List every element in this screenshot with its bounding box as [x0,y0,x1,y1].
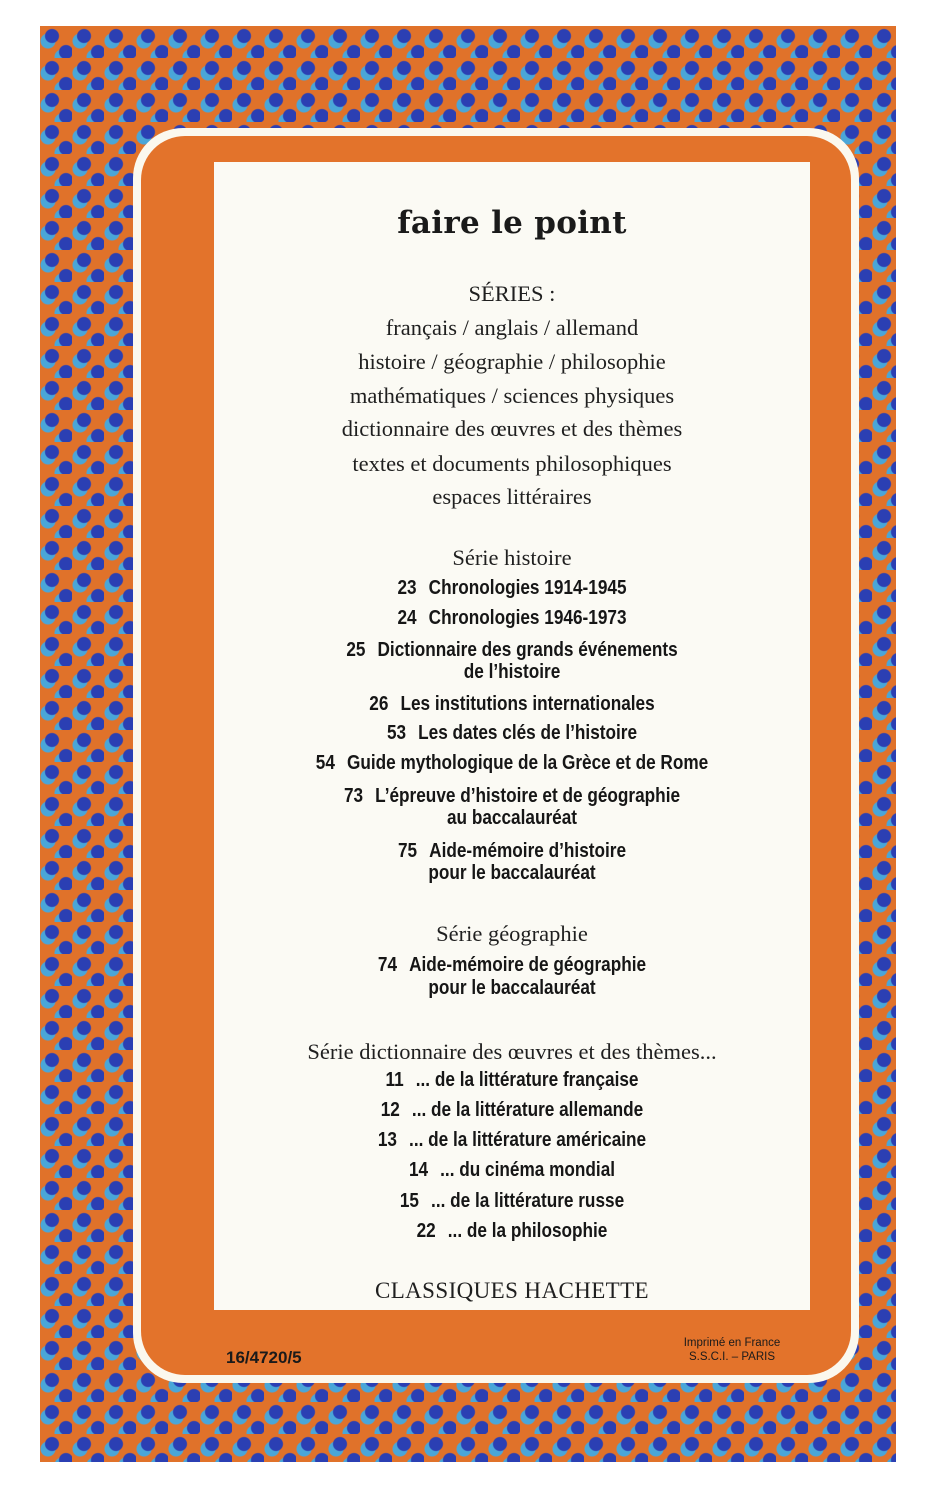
entry-title: ... du cinéma mondial [440,1159,616,1181]
entry-title: pour le baccalauréat [428,862,596,884]
printer-info [652,1336,812,1364]
catalogue-entry-line [256,954,769,977]
entry-title: ... de la philosophie [447,1220,608,1242]
entry-number: 73 [343,785,364,807]
entry-number: 23 [397,577,417,599]
entry-title: ... de la littérature française [415,1069,639,1091]
catalogue-entry-line [256,607,769,630]
catalogue-entry-line [256,1190,769,1213]
series-list-item: français / anglais / allemand [385,315,639,340]
series-list-item: histoire / géographie / philosophie [358,349,666,374]
entry-number: 13 [377,1129,398,1151]
catalogue-entry-line [256,577,769,600]
entry-number: 75 [397,840,418,862]
entry-title: Chronologies 1914-1945 [428,577,627,599]
catalogue-entry-line [256,807,769,830]
entry-number: 24 [397,607,417,629]
series-list-item: dictionnaire des œuvres et des thèmes [341,416,683,441]
entry-title: L’épreuve d’histoire et de géographie [375,785,681,807]
catalogue-entry-line [256,752,769,775]
entry-number: 11 [385,1069,404,1091]
entry-number: 54 [315,752,335,774]
catalogue-entry-line [256,840,769,863]
entry-number: 15 [399,1190,419,1212]
collection-title: faire le point [397,205,627,241]
entry-number: 74 [377,954,398,976]
series-list-item: textes et documents philosophiques [352,451,672,476]
catalogue-code: 16/4720/5 [226,1348,302,1367]
catalogue-entry-line [256,1129,769,1152]
catalogue-entry-line [256,977,769,1000]
entry-title: Chronologies 1946-1973 [428,607,627,629]
entry-title: Dictionnaire des grands événements [377,639,678,661]
entry-title: Guide mythologique de la Grèce et de Rome [346,752,709,774]
catalogue-entry-line [256,785,769,808]
entry-title: Les institutions internationales [400,693,655,715]
entry-number: 25 [346,639,366,661]
catalogue-entry-line [256,1220,769,1243]
entry-title: Aide-mémoire de géographie [409,954,647,976]
entry-number: 26 [369,693,389,715]
entry-title: Les dates clés de l’histoire [418,722,638,744]
entry-title: ... de la littérature russe [431,1190,625,1212]
catalogue-entry-line [256,722,769,745]
entry-title: ... de la littérature allemande [411,1099,644,1121]
section-heading-dictionnaire: Série dictionnaire des œuvres et des thèmes... [307,1039,717,1064]
catalogue-entry-line [256,862,769,885]
entry-title: pour le baccalauréat [428,977,596,999]
entry-number: 12 [380,1099,400,1121]
publisher-name: CLASSIQUES HACHETTE [374,1278,650,1303]
catalogue-entry-line [256,1099,769,1122]
entry-title: de l’histoire [463,661,561,683]
catalogue-entry-line [256,1159,769,1182]
catalogue-entry-line [256,661,769,684]
section-heading-histoire: Série histoire [452,545,572,570]
catalogue-entry-line [256,693,769,716]
series-list-item: mathématiques / sciences physiques [349,383,675,408]
entry-title: au baccalauréat [446,807,578,829]
series-heading: SÉRIES : [468,281,556,306]
entry-title: ... de la littérature américaine [409,1129,647,1151]
catalogue-entry-line [256,1069,769,1092]
catalogue-entry-line [256,639,769,662]
entry-number: 53 [386,722,407,744]
series-list-item: espaces littéraires [432,484,592,509]
entry-number: 22 [416,1220,436,1242]
section-heading-geographie: Série géographie [436,921,588,946]
printed-line-2: S.S.C.I. – PARIS [688,1351,776,1363]
printed-line-1: Imprimé en France [683,1337,781,1349]
entry-number: 14 [408,1159,429,1181]
entry-title: Aide-mémoire d’histoire [429,840,627,862]
